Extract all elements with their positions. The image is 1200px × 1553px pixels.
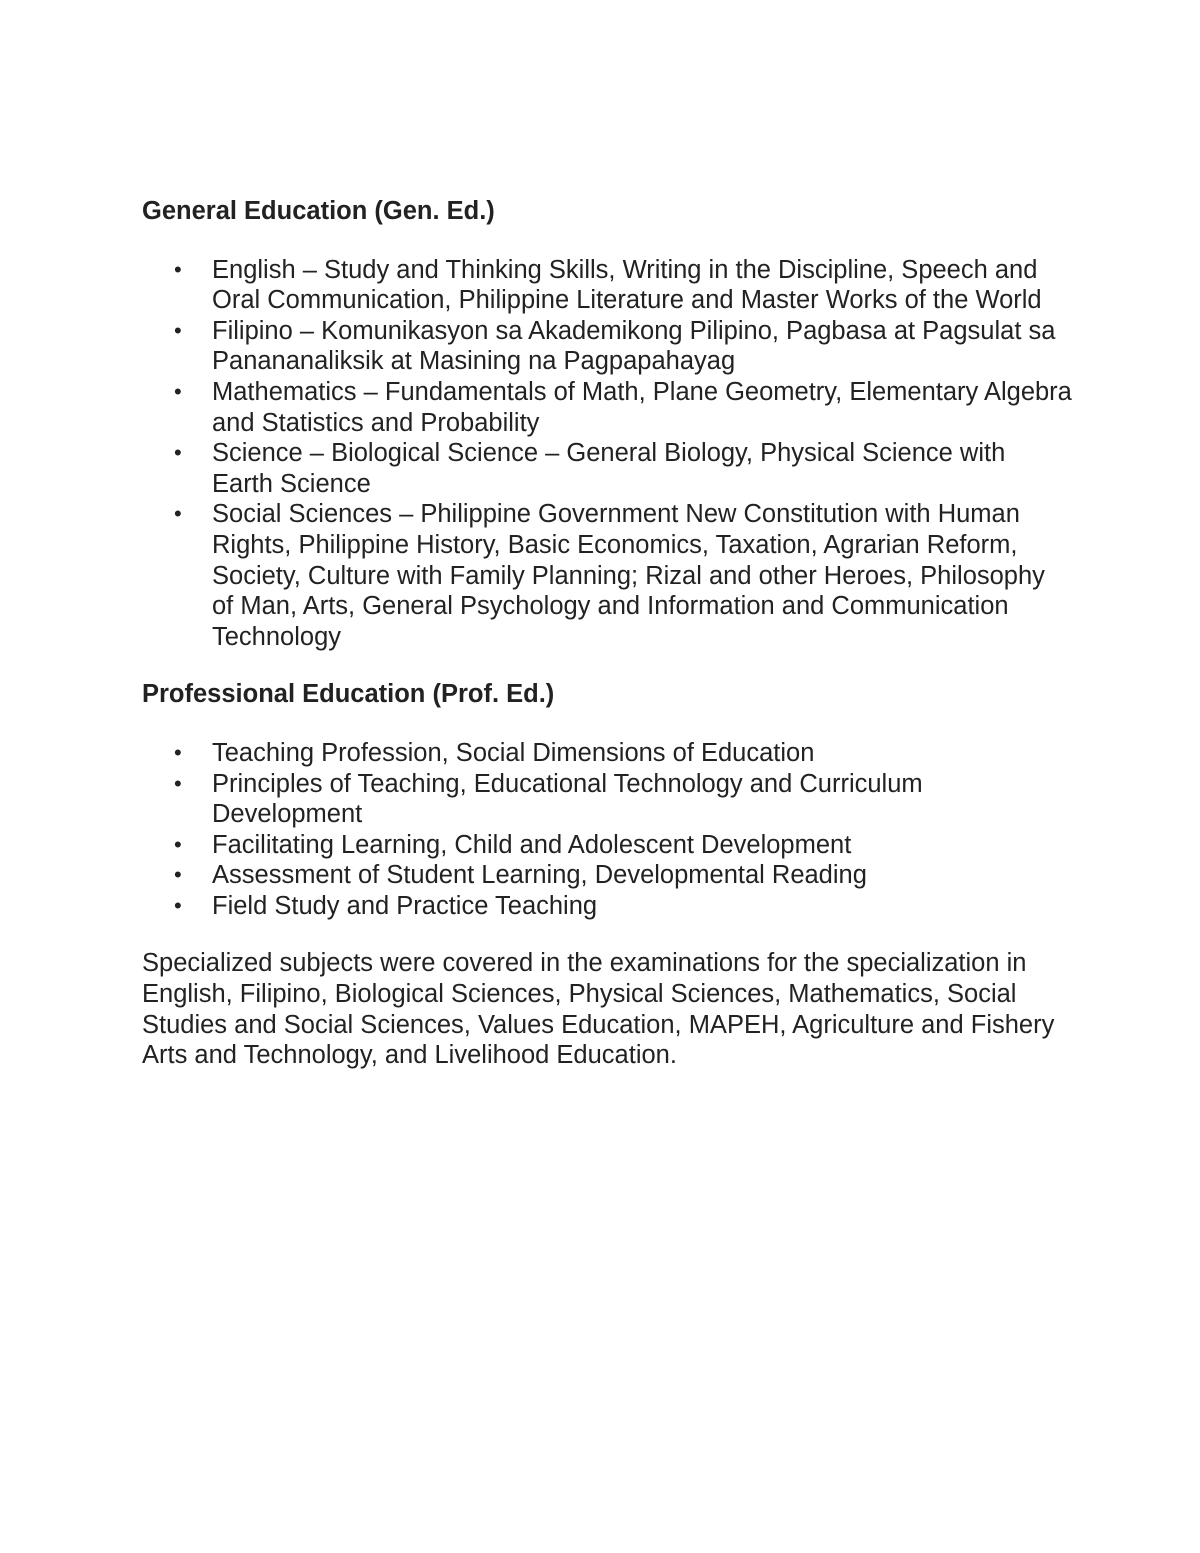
bullet-icon: • <box>174 739 182 765</box>
gen-ed-list <box>142 255 1072 653</box>
bullet-icon: • <box>174 317 182 343</box>
gen-ed-heading: General Education (Gen. Ed.) <box>142 197 495 225</box>
bullet-icon: • <box>174 770 182 796</box>
list-item: • Facilitating Learning, Child and Adolescent Development <box>174 830 852 859</box>
list-item: • Mathematics – Fundamentals of Math, Plane Geometry, Elementary Algebra and Statistics and Probability <box>174 377 1072 437</box>
list-item: • English – Study and Thinking Skills, Writing in the Discipline, Speech and Oral Communication, Philippine Literature and Master Works of the World <box>174 255 1042 315</box>
list-item: • Teaching Profession, Social Dimensions of Education <box>174 738 815 767</box>
prof-ed-list <box>142 738 1072 922</box>
list-item: • Principles of Teaching, Educational Technology and Curriculum Development <box>174 769 923 829</box>
prof-ed-heading: Professional Education (Prof. Ed.) <box>142 680 555 709</box>
bullet-icon: • <box>174 501 182 527</box>
bullet-icon: • <box>174 892 182 918</box>
list-item: • Social Sciences – Philippine Government New Constitution with Human Rights, Philippine History, Basic Economics, Taxation, Agrarian Reform, Society, Culture with Family Planning; Rizal and other Heroes, Philosophy of Man, Arts, General Psychology and Information and Communication Technology <box>174 500 1045 651</box>
list-item: • Field Study and Practice Teaching <box>174 891 598 920</box>
bullet-icon: • <box>174 862 182 888</box>
specialized-paragraph: Specialized subjects were covered in the examinations for the specialization in English, Filipino, Biological Sciences, Physical Sciences, Mathematics, Social Studies and Social Sciences, Values Education, MAPEH, Agriculture and Fishery Arts and Technology, and Livelihood Education. <box>142 949 1055 1070</box>
bullet-icon: • <box>174 256 182 282</box>
section-gap <box>142 921 1072 948</box>
section-gap <box>142 652 1072 679</box>
list-item: • Assessment of Student Learning, Developmental Reading <box>174 861 867 890</box>
bullet-icon: • <box>174 440 182 466</box>
list-item: • Science – Biological Science – General Biology, Physical Science with Earth Science <box>174 439 1006 498</box>
bullet-icon: • <box>174 378 182 404</box>
document-body <box>142 196 1072 1071</box>
bullet-icon: • <box>174 831 182 857</box>
list-item: • Filipino – Komunikasyon sa Akademikong Pilipino, Pagbasa at Pagsulat sa Panananaliksik at Masining na Pagpapahayag <box>174 316 1056 376</box>
